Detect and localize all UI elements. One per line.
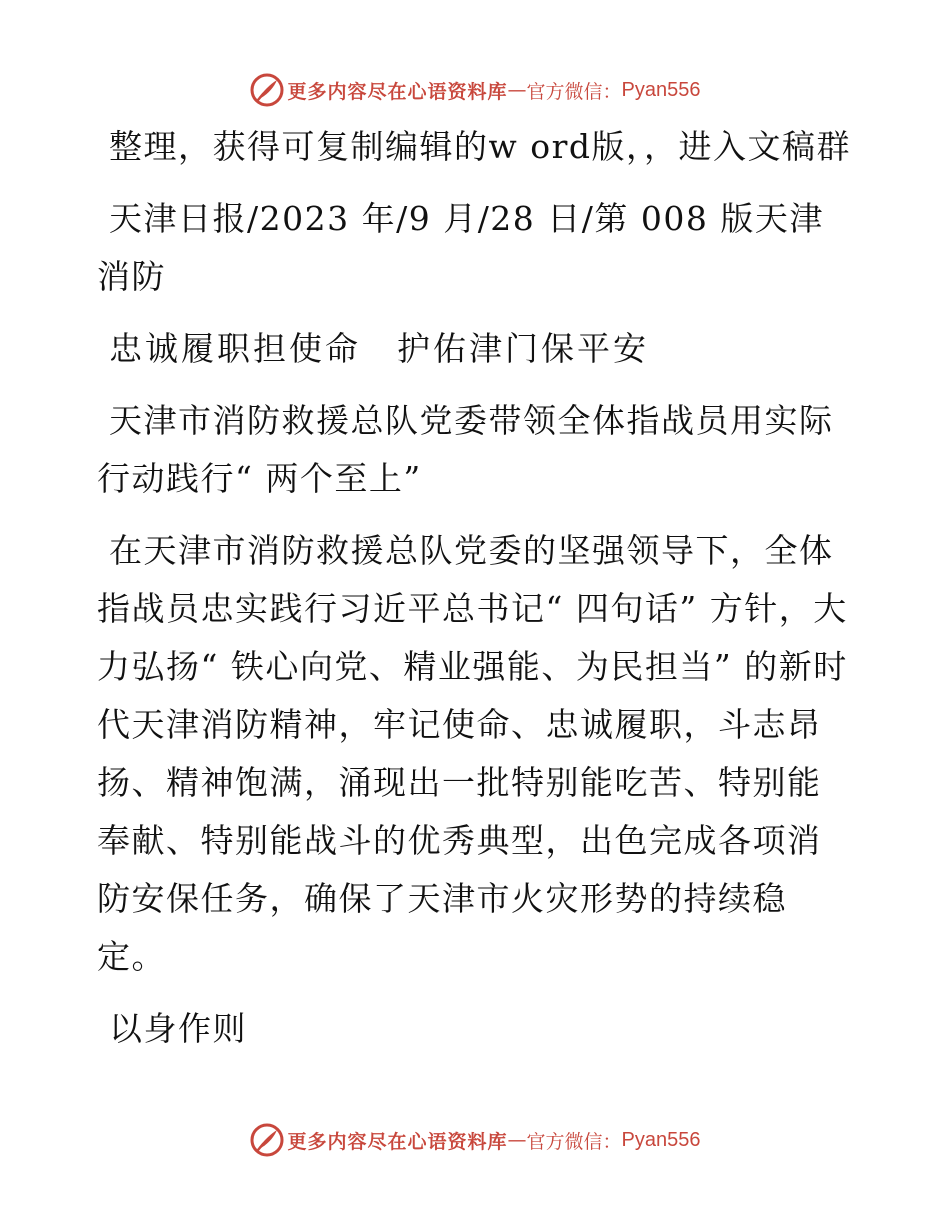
- section-heading: 以身作则: [109, 1009, 247, 1048]
- watermark-contact-label: 官方微信：: [526, 1130, 622, 1153]
- quill-logo-icon: [250, 73, 284, 107]
- watermark-text: 更多内容尽在心语资料库: [287, 80, 508, 103]
- document-body: [97, 118, 853, 1072]
- paragraph-intro: 整理，获得可复制编辑的w ord版，，进入文稿群: [109, 127, 852, 166]
- header-watermark: [0, 70, 950, 110]
- paragraph-source: 天津日报/2023 年/9 月/28 日/第 008 版天津消防: [97, 199, 824, 296]
- quill-logo-icon: [250, 1123, 284, 1157]
- watermark-dash: —: [507, 1129, 527, 1151]
- paragraph-body: 在天津市消防救援总队党委的坚强领导下，全体指战员忠实践行习近平总书记“ 四句话” 方针，大力弘扬“ 铁心向党、精业强能、为民担当” 的新时代天津消防精神，牢记使命、忠诚履职，斗志昂扬、精神饱满，涌现出一批特别能吃苦、特别能奉献、特别能战斗的优秀典型，出色完成各项消防安保任务，确保了天津市火灾形势的持续稳定。: [97, 531, 848, 976]
- watermark-dash: —: [507, 79, 527, 101]
- watermark-text: 更多内容尽在心语资料库: [287, 1130, 508, 1153]
- article-title: 忠诚履职担使命 护佑津门保平安: [109, 329, 649, 368]
- article-subtitle: 天津市消防救援总队党委带领全体指战员用实际行动践行“ 两个至上”: [97, 401, 834, 498]
- watermark-contact-label: 官方微信：: [526, 80, 622, 103]
- footer-watermark: [0, 1120, 950, 1160]
- watermark-contact-id: Pyan556: [621, 1128, 701, 1151]
- watermark-contact-id: Pyan556: [621, 78, 701, 101]
